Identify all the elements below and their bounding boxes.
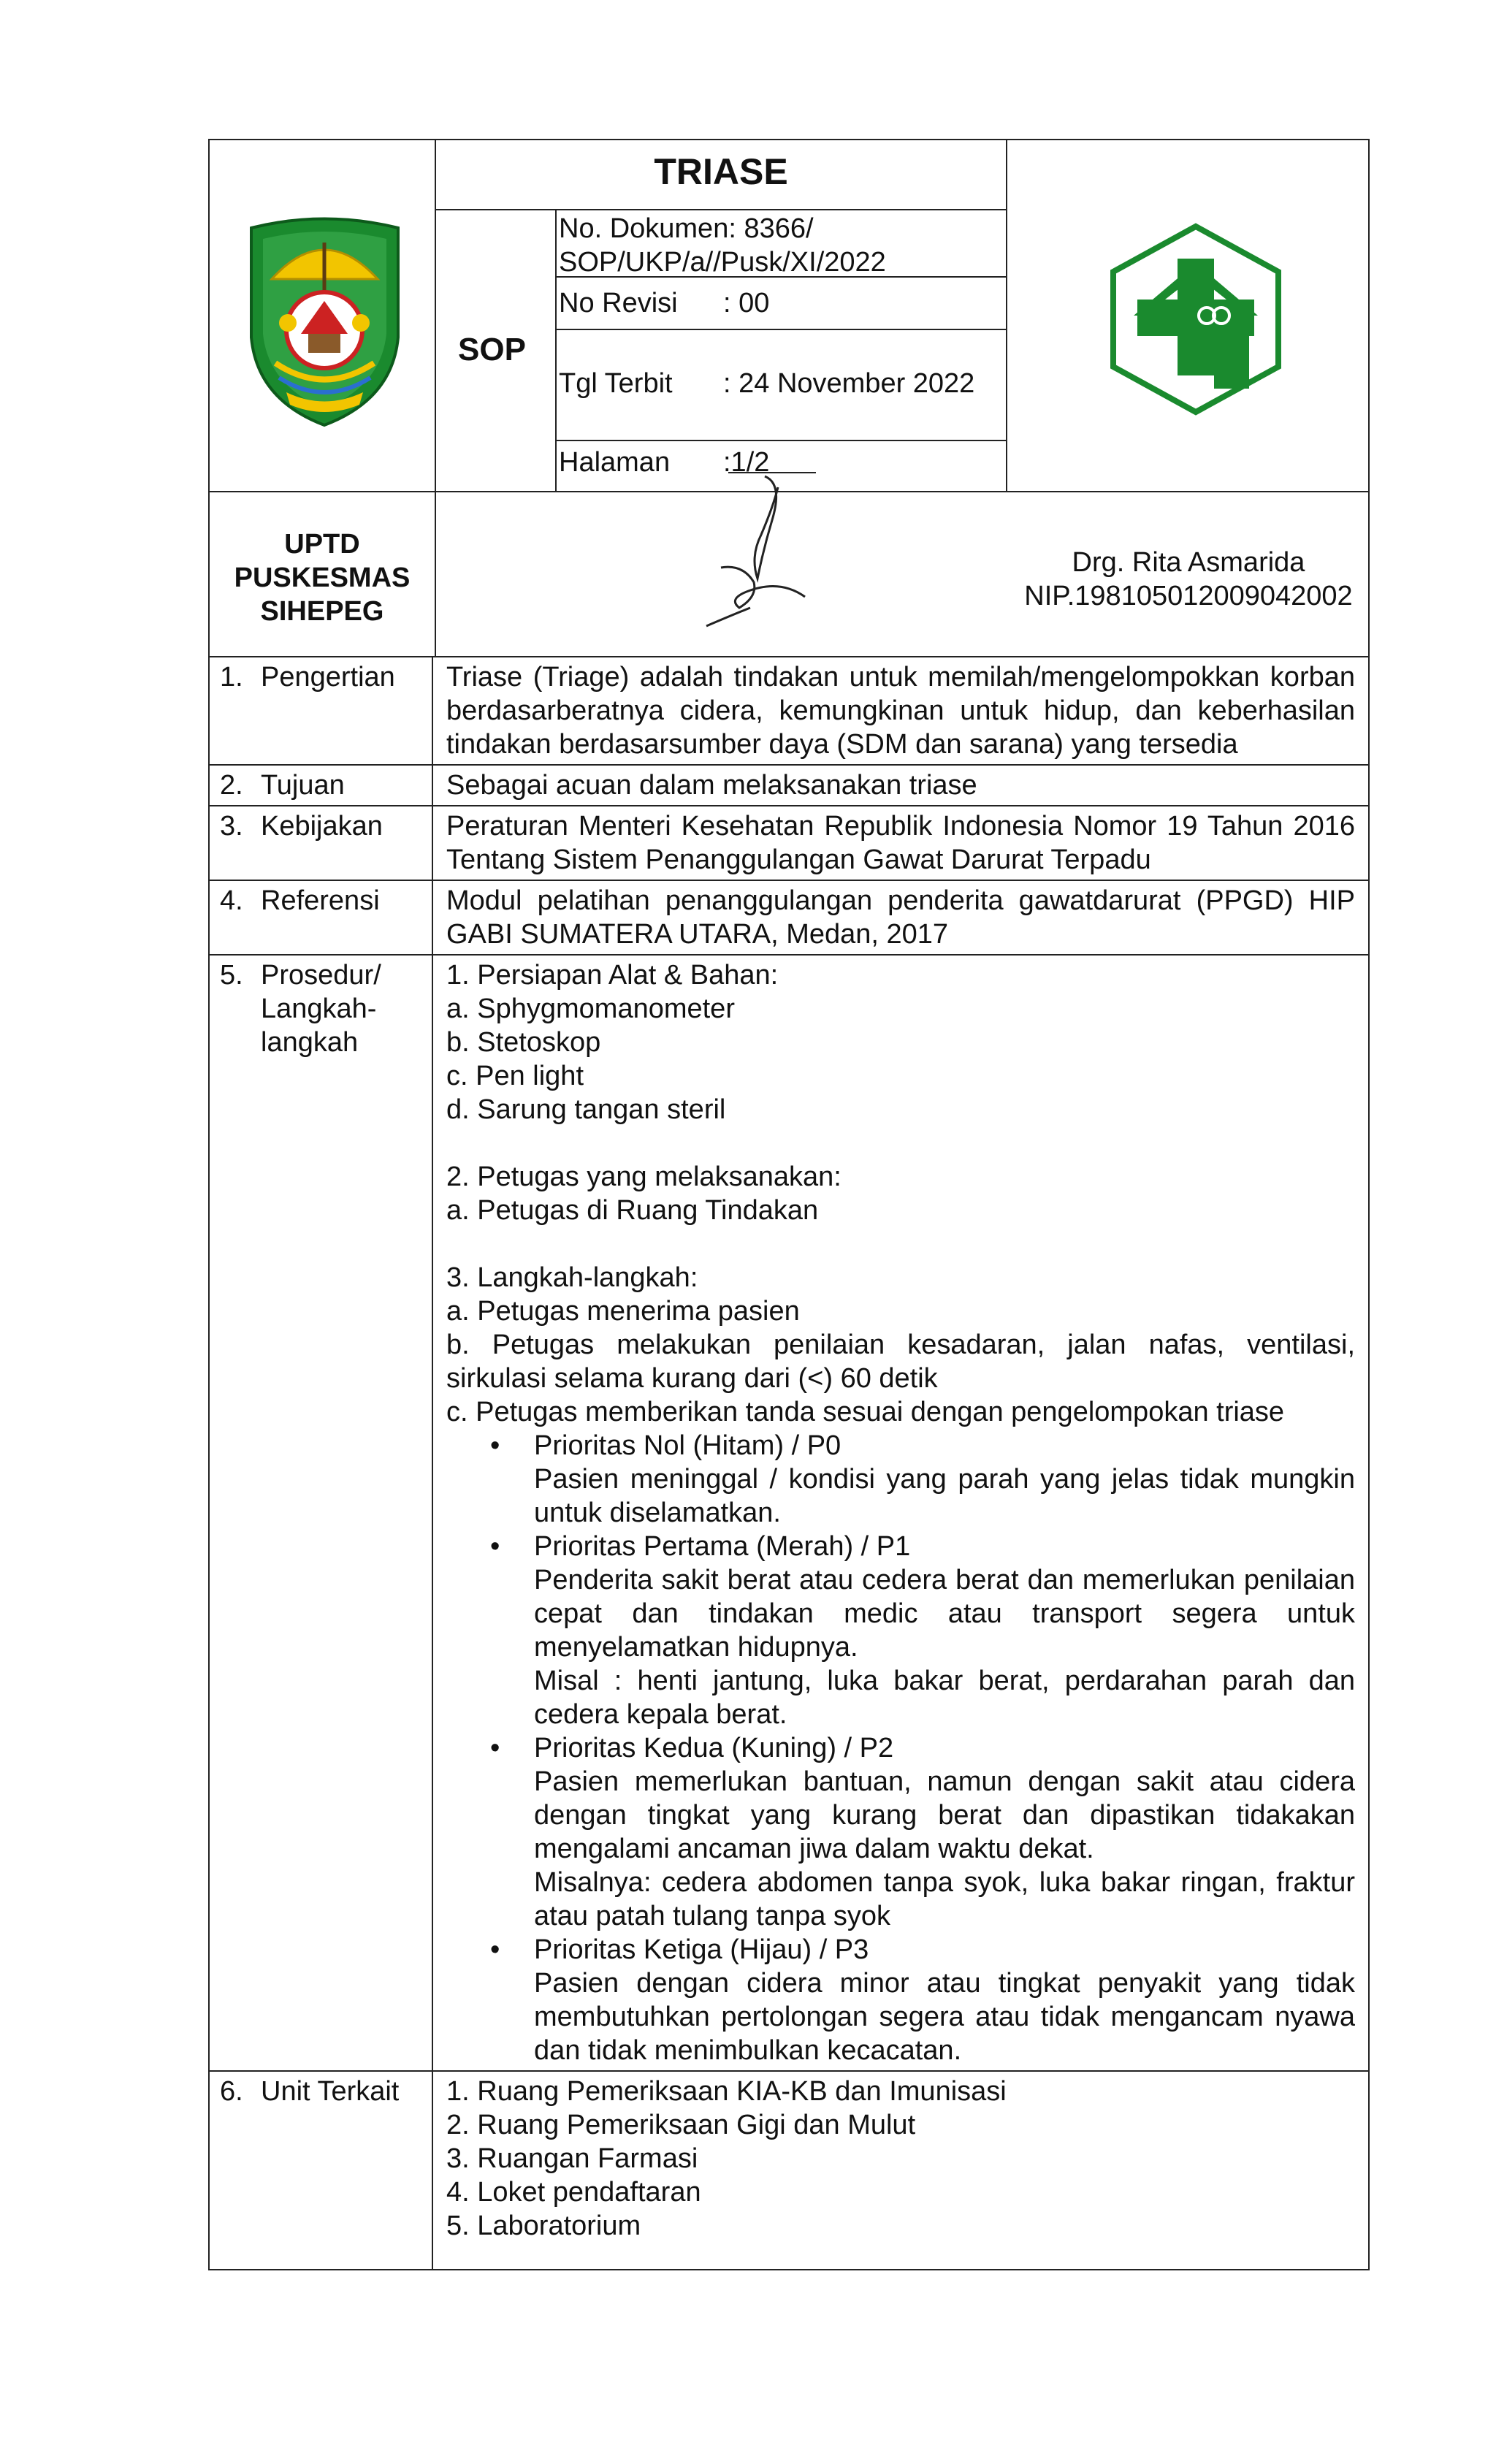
- bullet-icon: •: [490, 1934, 500, 1965]
- persiapan-item: b. Stetoskop: [446, 1027, 601, 1058]
- priority-desc: Penderita sakit berat atau cedera berat dan memerlukan penilaian cepat dan tindakan medic atau transport segera untuk menyelamatkan hidupnya.: [534, 1565, 1355, 1663]
- unit-item: 3. Ruangan Farmasi: [446, 2143, 698, 2174]
- text-tujuan: Sebagai acuan dalam melaksanakan triase: [432, 765, 1369, 806]
- langkah-c: c. Petugas memberikan tanda sesuai dengan pengelompokan triase: [446, 1397, 1285, 1427]
- text-kebijakan: Peraturan Menteri Kesehatan Republik Indonesia Nomor 19 Tahun 2016 Tentang Sistem Penanggulangan Gawat Darurat Terpadu: [432, 806, 1369, 880]
- label-kebijakan: 3. Kebijakan: [209, 806, 432, 880]
- priority-p1: [446, 1530, 1355, 1731]
- persiapan-item: a. Sphygmomanometer: [446, 993, 735, 1024]
- row-unit-terkait: [209, 2071, 1369, 2270]
- priority-p0: [446, 1429, 1355, 1530]
- no-dokumen-value: 8366/ SOP/UKP/a//Pusk/XI/2022: [559, 213, 886, 278]
- no-revisi-value: : 00: [723, 288, 770, 319]
- unit-item: 2. Ruang Pemeriksaan Gigi dan Mulut: [446, 2110, 916, 2140]
- priority-desc: Pasien meninggal / kondisi yang parah yang jelas tidak mungkin untuk diselamatkan.: [534, 1464, 1355, 1528]
- priority-desc: Pasien dengan cidera minor atau tingkat penyakit yang tidak membutuhkan pertolongan segera atau tidak mengancam nyawa dan tidak menimbulkan kecacatan.: [534, 1968, 1355, 2066]
- signer-block: [1007, 546, 1370, 626]
- puskesmas-cross-icon: [1104, 221, 1287, 418]
- row-prosedur: [209, 955, 1369, 2071]
- text-referensi: Modul pelatihan penanggulangan penderita gawatdarurat (PPGD) HIP GABI SUMATERA UTARA, Medan, 2017: [432, 880, 1369, 955]
- no-dokumen-label: No. Dokumen:: [559, 213, 736, 244]
- priority-desc: Pasien memerlukan bantuan, namun dengan sakit atau cidera dengan tingkat yang kurang berat dan dipastikan tidakakan mengalami ancaman jiwa dalam waktu dekat.: [534, 1766, 1355, 1864]
- priority-example: Misalnya: cedera abdomen tanpa syok, luka bakar ringan, fraktur atau patah tulang tanpa syok: [534, 1867, 1355, 1931]
- petugas-item: a. Petugas di Ruang Tindakan: [446, 1195, 819, 1226]
- unit-item: 5. Laboratorium: [446, 2211, 641, 2241]
- signer-nip: NIP.198105012009042002: [1024, 581, 1353, 611]
- no-revisi: [559, 286, 1001, 323]
- tgl-terbit-value: : 24 November 2022: [723, 368, 975, 399]
- unit-item: 4. Loket pendaftaran: [446, 2177, 701, 2208]
- no-revisi-label: No Revisi: [559, 288, 678, 319]
- text-prosedur: [432, 955, 1369, 2071]
- persiapan-item: d. Sarung tangan steril: [446, 1094, 726, 1125]
- priority-p3: [446, 1933, 1355, 2067]
- text-pengertian: Triase (Triage) adalah tindakan untuk memilah/mengelompokkan korban berdasarberatnya cidera, kemungkinan untuk hidup, dan keberhasilan tindakan berdasarsumber daya (SDM dan sarana) yang tersedia: [432, 657, 1369, 765]
- label-tujuan: 2. Tujuan: [209, 765, 432, 806]
- priority-title: Prioritas Kedua (Kuning) / P2: [534, 1733, 894, 1763]
- document-title: TRIASE: [654, 151, 788, 192]
- label-referensi: 4. Referensi: [209, 880, 432, 955]
- row-kebijakan: [209, 806, 1369, 880]
- priority-example: Misal : henti jantung, luka bakar berat, perdarahan parah dan cedera kepala berat.: [534, 1666, 1355, 1730]
- persiapan-title: 1. Persiapan Alat & Bahan:: [446, 960, 779, 991]
- unit-item: 1. Ruang Pemeriksaan KIA-KB dan Imunisasi: [446, 2076, 1007, 2107]
- label-unit-terkait: 6. Unit Terkait: [209, 2071, 432, 2270]
- halaman-label: Halaman: [559, 447, 671, 478]
- bullet-icon: •: [490, 1733, 500, 1763]
- no-dokumen: [559, 212, 1001, 276]
- label-pengertian: 1. Pengertian: [209, 657, 432, 765]
- row-tujuan: [209, 765, 1369, 806]
- sop-body-table: [208, 656, 1370, 2270]
- persiapan-item: c. Pen light: [446, 1061, 584, 1091]
- label-prosedur: 5. Prosedur/ Langkah- langkah: [209, 955, 432, 2071]
- signer-name: Drg. Rita Asmarida: [1072, 547, 1305, 578]
- document-header: [208, 139, 1370, 657]
- organization-name: UPTD PUSKESMAS SIHEPEG: [234, 529, 411, 627]
- priority-title: Prioritas Ketiga (Hijau) / P3: [534, 1934, 869, 1965]
- priority-title: Prioritas Nol (Hitam) / P0: [534, 1430, 842, 1461]
- langkah-b: b. Petugas melakukan penilaian kesadaran, jalan nafas, ventilasi, sirkulasi selama kurang dari (<) 60 detik: [446, 1330, 1355, 1394]
- sop-label: SOP: [458, 332, 526, 367]
- regional-emblem-icon: [243, 213, 407, 432]
- row-pengertian: [209, 657, 1369, 765]
- text-unit-terkait: [432, 2071, 1369, 2270]
- tgl-terbit: [559, 367, 1001, 403]
- sop-document: [208, 139, 1370, 2301]
- priority-title: Prioritas Pertama (Merah) / P1: [534, 1531, 911, 1562]
- row-referensi: [209, 880, 1369, 955]
- petugas-title: 2. Petugas yang melaksanakan:: [446, 1162, 842, 1192]
- bullet-icon: •: [490, 1430, 500, 1461]
- bullet-icon: •: [490, 1531, 500, 1562]
- priority-p2: [446, 1731, 1355, 1933]
- tgl-terbit-label: Tgl Terbit: [559, 368, 673, 399]
- langkah-a: a. Petugas menerima pasien: [446, 1296, 800, 1327]
- langkah-title: 3. Langkah-langkah:: [446, 1262, 698, 1293]
- handwritten-signature-icon: [677, 469, 867, 644]
- halaman-value: :1/2: [723, 447, 770, 478]
